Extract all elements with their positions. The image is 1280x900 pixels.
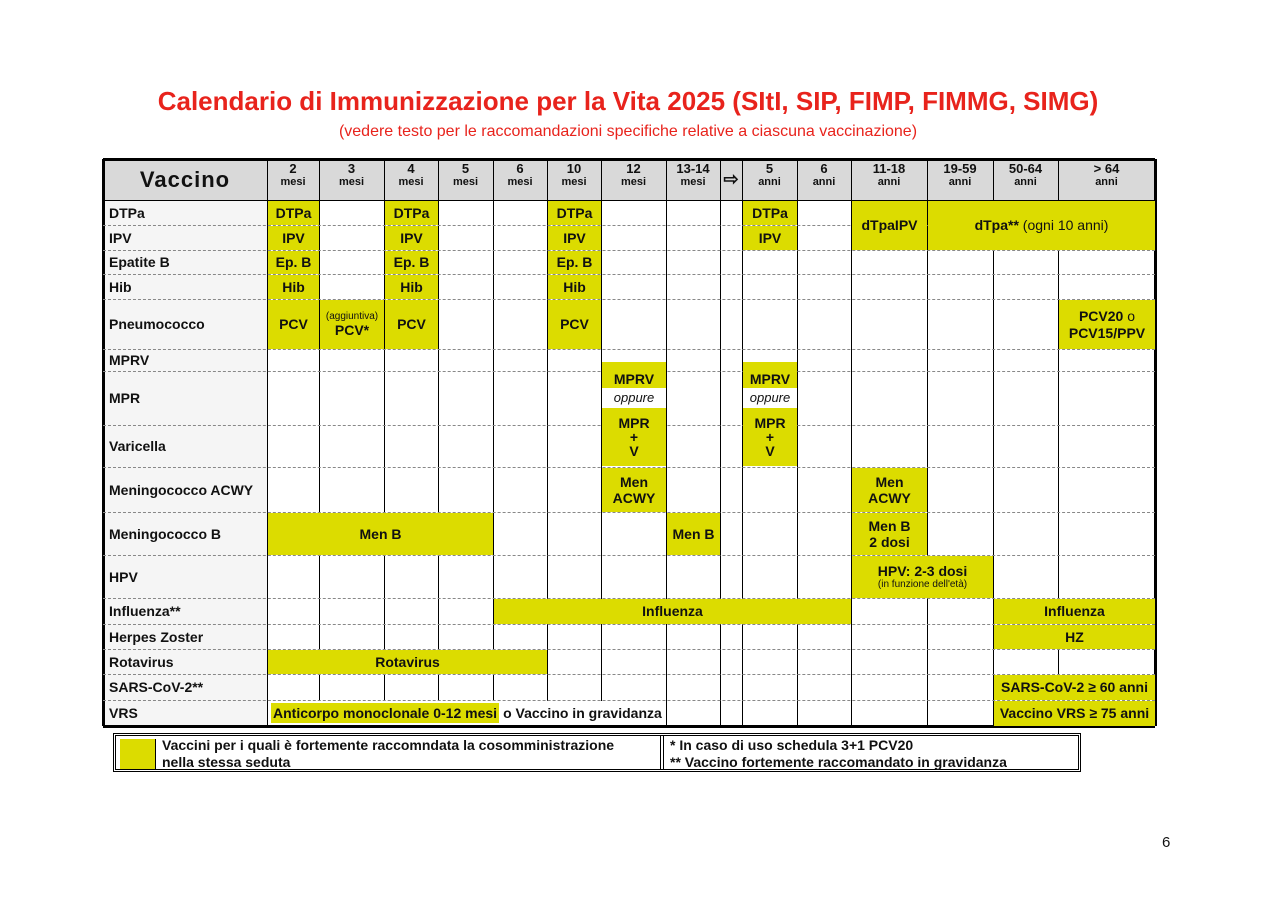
row-label: Influenza**: [109, 603, 181, 619]
ipv-dose: [385, 226, 438, 250]
column-age: 19-59: [943, 161, 977, 176]
row-divider: [103, 555, 1155, 556]
hepatitis-b-dose-text: Ep. B: [275, 254, 312, 271]
page-subtitle: (vedere testo per le raccomandazioni specifiche relative a ciascuna vaccinazione): [338, 123, 918, 140]
column-unit: mesi: [280, 176, 306, 189]
column-header: [851, 162, 927, 188]
dtpa-dose: [385, 201, 438, 225]
row-label: VRS: [109, 705, 138, 721]
vrs-pregnancy-alt: o Vaccino in gravidanza: [503, 705, 662, 721]
grid-line: [102, 159, 105, 726]
hib-dose-text: Hib: [563, 278, 586, 295]
mpr-varicella-dose-text: MPR + V: [618, 415, 650, 459]
vrs-antibody-unit: mesi: [465, 705, 498, 721]
mprv-dose-text: MPRV: [749, 371, 791, 388]
pcv-extra-dose: [320, 300, 384, 349]
grid-line: [797, 159, 798, 726]
corner-label: Vaccino: [139, 166, 231, 192]
pcv-adult-pcv20: PCV20: [1078, 308, 1124, 325]
column-header: [1058, 162, 1155, 188]
column-header: [927, 162, 993, 188]
row-label: MPR: [109, 390, 141, 406]
column-header: [666, 162, 720, 188]
column-header: [720, 162, 742, 196]
column-header: [797, 162, 851, 188]
pcv-dose-text: PCV: [397, 316, 426, 333]
mprv-oppure: [602, 388, 666, 408]
row-label: Herpes Zoster: [109, 628, 204, 645]
grid-line: [720, 159, 721, 726]
grid-line: [319, 159, 320, 726]
dtpa-dose-text: DTPa: [275, 204, 312, 221]
pcv-adult-line1: [1079, 308, 1135, 324]
hpv-note: (in funzione dell'età): [877, 579, 968, 591]
pcv-dose-text: PCV: [560, 316, 589, 333]
pcv-dose: [548, 300, 601, 349]
row-label: Pneumococco: [109, 316, 205, 332]
column-unit: anni: [877, 176, 901, 189]
ipv-dose-text: IPV: [282, 229, 305, 246]
row-label: IPV: [109, 229, 132, 246]
dtpa-dose-text: DTPa: [393, 204, 430, 221]
mprv-oppure-text: oppure: [613, 389, 655, 405]
column-age: 13-14: [676, 161, 710, 176]
ipv-dose-text: IPV: [758, 229, 782, 246]
hepatitis-b-dose-text: Ep. B: [556, 254, 593, 271]
dtpa-dose: [743, 201, 797, 225]
column-age: 10: [566, 161, 582, 176]
row-label: Varicella: [109, 438, 166, 454]
ipv-dose-text: IPV: [563, 229, 586, 246]
column-age: 3: [347, 161, 356, 176]
grid-line: [493, 159, 494, 726]
column-header: [438, 162, 493, 188]
hepatitis-b-dose: [548, 251, 601, 274]
pcv-adult-dose: [1059, 300, 1155, 349]
mpr-varicella-dose-text: MPR + V: [754, 415, 786, 459]
influenza-child: [494, 599, 851, 624]
column-unit: mesi: [507, 176, 533, 189]
row-divider: [103, 299, 1155, 300]
influenza-child-text: Influenza: [642, 603, 703, 620]
mpr-varicella-dose: [743, 408, 797, 466]
men-b-dose-text: Men B: [359, 525, 402, 542]
hib-dose: [268, 275, 319, 299]
vrs-antibody-highlight: [271, 703, 499, 723]
ipv-dose: [548, 226, 601, 250]
column-header: [493, 162, 547, 188]
men-acwy-dose-text: Men ACWY: [612, 473, 656, 506]
dtpa-adult-label: dTpa**: [974, 217, 1019, 234]
vrs-adult-dose-text: Vaccino VRS ≥ 75 anni: [999, 705, 1150, 722]
men-acwy-teen-dose-text: Men ACWY: [868, 473, 911, 506]
mprv-oppure-text: oppure: [749, 389, 791, 405]
legend-note-pregnancy: ** Vaccino fortemente raccomandato in gravidanza: [670, 754, 1007, 770]
sars-cov-2-dose-text: SARS-CoV-2 ≥ 60 anni: [1001, 679, 1148, 696]
row-label: HPV: [109, 568, 138, 585]
row-label: Meningococco B: [109, 525, 222, 542]
men-acwy-teen-dose: [852, 468, 927, 512]
pcv-dose: [385, 300, 438, 349]
row-label: MPRV: [109, 352, 150, 368]
rotavirus-dose: [268, 650, 547, 674]
column-age: 6: [820, 161, 828, 176]
column-age: > 64: [1093, 161, 1120, 176]
column-unit: anni: [1095, 176, 1118, 189]
column-header: [267, 162, 319, 188]
dtpa-dose: [548, 201, 601, 225]
column-age: 6: [516, 161, 524, 176]
mpr-varicella-dose: [602, 408, 666, 466]
row-divider: [103, 512, 1155, 513]
column-unit: mesi: [452, 176, 479, 189]
hib-dose: [385, 275, 438, 299]
herpes-zoster-dose: [994, 625, 1155, 649]
column-unit: anni: [812, 176, 836, 189]
grid-line: [666, 159, 667, 726]
column-unit: mesi: [398, 176, 424, 189]
hib-dose-text: Hib: [282, 278, 305, 295]
page-title: Calendario di Immunizzazione per la Vita 2025 (SItI, SIP, FIMP, FIMMG, SIMG): [157, 86, 1099, 116]
column-age: 4: [407, 161, 415, 176]
dtpaipv-dose-text: dTpaIPV: [861, 217, 918, 234]
row-divider: [103, 649, 1155, 650]
row-label: DTPa: [109, 204, 145, 221]
pcv-adult-or: o: [1127, 308, 1136, 325]
row-label: Epatite B: [109, 254, 170, 270]
column-header: [601, 162, 666, 188]
column-age: 5: [765, 161, 774, 176]
influenza-adult: [994, 599, 1155, 624]
column-age: 12: [626, 161, 641, 176]
influenza-adult-text: Influenza: [1044, 603, 1105, 620]
men-b-booster: [667, 513, 720, 555]
sars-cov-2-dose: [994, 675, 1155, 700]
pcv-dose-text: PCV: [279, 316, 308, 333]
men-b-teen-dose-text: Men B 2 dosi: [868, 517, 911, 550]
legend-swatch: [120, 739, 156, 769]
hpv-dose: [852, 556, 993, 598]
hib-dose-text: Hib: [400, 278, 423, 295]
page-number: 6: [1162, 834, 1171, 851]
legend-description-line2: nella stessa seduta: [162, 754, 291, 770]
legend: [113, 733, 1081, 772]
dtpa-adult-dose: [928, 201, 1155, 250]
row-divider: [103, 250, 1155, 251]
column-unit: anni: [758, 176, 781, 189]
mprv-dose-text: MPRV: [613, 371, 655, 388]
column-unit: anni: [1014, 176, 1037, 189]
vrs-infant: [271, 701, 662, 725]
hepatitis-b-dose-text: Ep. B: [393, 254, 430, 271]
mprv-oppure: [743, 388, 797, 408]
hpv-label: HPV: 2-3 dosi: [877, 563, 968, 580]
ipv-dose: [743, 226, 797, 250]
pcv-dose: [268, 300, 319, 349]
legend-description-line1: Vaccini per i quali è fortemente raccomndata la cosomministrazione: [162, 737, 615, 753]
herpes-zoster-dose-text: HZ: [1065, 628, 1084, 645]
dtpaipv-dose: [852, 201, 927, 250]
grid-line: [438, 159, 439, 726]
column-unit: mesi: [561, 176, 587, 189]
column-header: [742, 162, 797, 188]
pcv-adult-line2: PCV15/PPV: [1068, 324, 1146, 341]
legend-note-pcv: * In caso di uso schedula 3+1 PCV20: [670, 737, 914, 753]
row-label: Meningococco ACWY: [109, 481, 254, 498]
men-b-teen-dose: [852, 513, 927, 555]
ipv-dose: [268, 226, 319, 250]
column-unit: mesi: [620, 176, 647, 189]
row-label: SARS-CoV-2**: [109, 679, 204, 695]
pcv-extra-note: (aggiuntiva): [325, 310, 379, 322]
row-label: Hib: [109, 278, 132, 295]
dtpa-adult-note: (ogni 10 anni): [1022, 217, 1109, 234]
vaccination-table: [103, 159, 1155, 726]
men-b-booster-text: Men B: [672, 525, 715, 542]
vrs-adult-dose: [994, 701, 1155, 726]
column-header: [547, 162, 601, 188]
ipv-dose-text: IPV: [400, 229, 423, 246]
column-header: [384, 162, 438, 188]
vrs-antibody-label: Anticorpo monoclonale 0-12: [273, 705, 462, 721]
column-age: 2: [289, 161, 297, 176]
dtpa-dose-text: DTPa: [752, 204, 788, 221]
legend-divider: [660, 736, 661, 769]
men-b-dose: [268, 513, 493, 555]
dtpa-dose-text: DTPa: [556, 204, 593, 221]
hepatitis-b-dose: [385, 251, 438, 274]
hepatitis-b-dose: [268, 251, 319, 274]
row-divider: [103, 274, 1155, 275]
hib-dose: [548, 275, 601, 299]
column-unit: mesi: [680, 176, 706, 189]
grid-line: [103, 158, 1155, 161]
arrow-right-icon: ⇨: [723, 169, 739, 189]
men-acwy-dose: [602, 468, 666, 512]
column-unit: mesi: [338, 176, 365, 189]
dtpa-dose: [268, 201, 319, 225]
column-age: 5: [461, 161, 470, 176]
row-label: Rotavirus: [109, 653, 174, 670]
column-header: [993, 162, 1058, 188]
legend-divider: [663, 736, 664, 769]
column-unit: anni: [948, 176, 972, 189]
rotavirus-dose-text: Rotavirus: [375, 653, 440, 670]
pcv-extra-label: PCV*: [334, 322, 370, 339]
column-age: 11-18: [872, 161, 906, 176]
column-age: 50-64: [1008, 161, 1043, 176]
column-header: [319, 162, 384, 188]
